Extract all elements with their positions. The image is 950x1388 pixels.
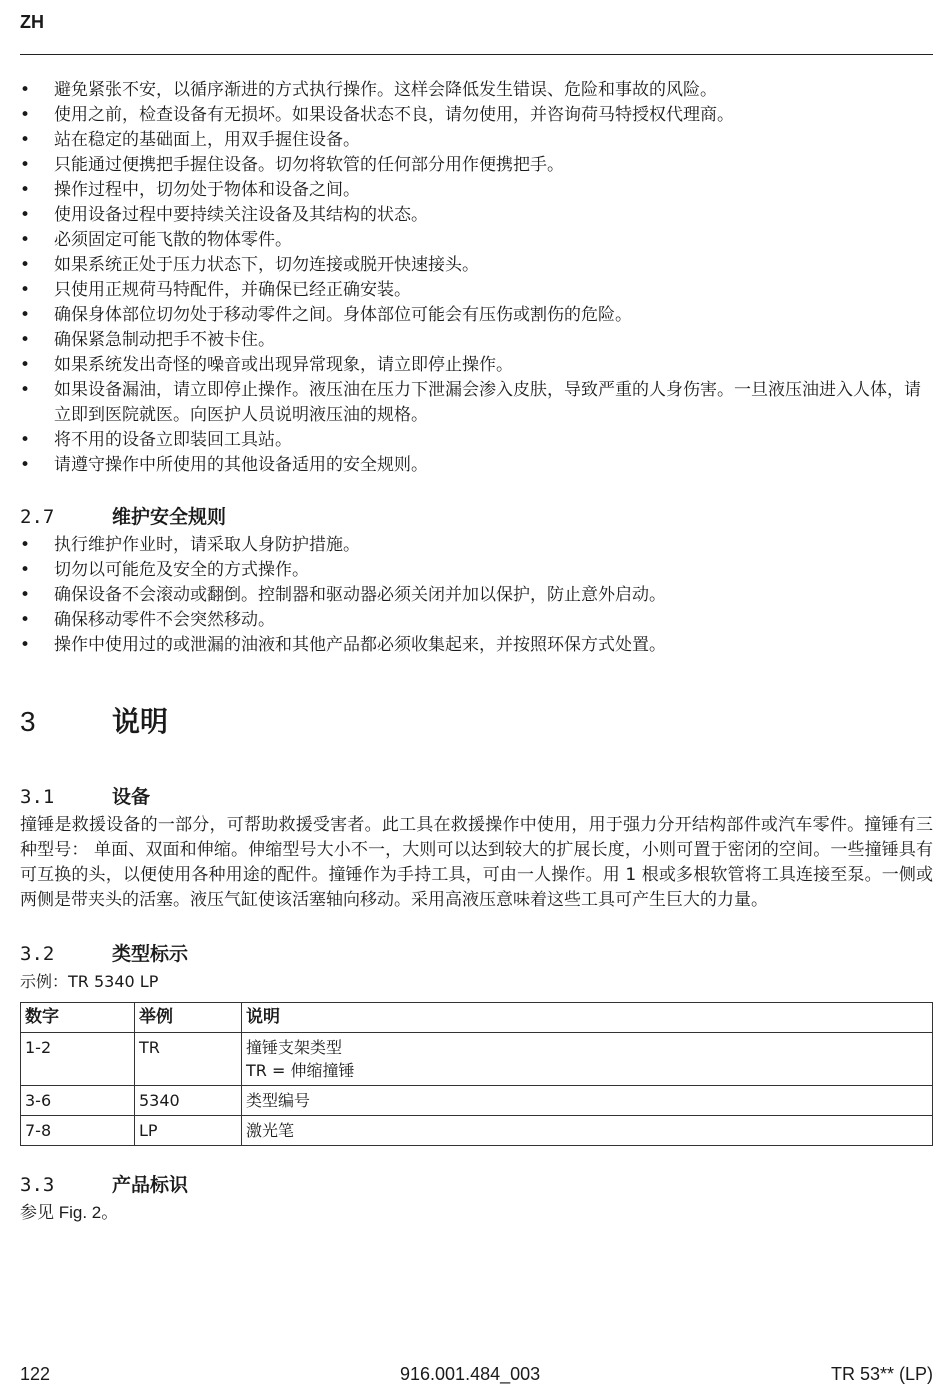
section-number: 3.2	[20, 943, 55, 965]
section-heading-3-1	[20, 782, 933, 809]
section-title: 设备	[112, 786, 151, 808]
cell-line: 撞锤支架类型	[246, 1038, 343, 1057]
table-cell: 类型编号	[242, 1086, 933, 1116]
column-header: 举例	[135, 1003, 242, 1033]
table-header-row	[21, 1003, 933, 1033]
table-row	[21, 1116, 933, 1146]
list-item: • 避免紧张不安，以循序渐进的方式执行操作。这样会降低发生错误、危险和事故的风险。	[20, 78, 933, 103]
list-item: • 切勿以可能危及安全的方式操作。	[20, 558, 933, 583]
section-title: 类型标示	[112, 943, 189, 965]
chapter-title: 说明	[112, 705, 169, 738]
section-title: 产品标识	[112, 1174, 189, 1196]
table-cell: TR	[135, 1033, 242, 1086]
safety-rules-list	[20, 78, 933, 478]
section-title: 维护安全规则	[112, 506, 227, 528]
list-item: • 执行维护作业时，请采取人身防护措施。	[20, 533, 933, 558]
page-number: 122	[20, 1364, 51, 1384]
list-item: • 站在稳定的基础面上，用双手握住设备。	[20, 128, 933, 153]
list-item: • 如果设备漏油，请立即停止操作。液压油在压力下泄漏会渗入皮肤，导致严重的人身伤害。一旦液压油进入人体，请立即到医院就医。向医护人员说明液压油的规格。	[20, 378, 933, 428]
section-number: 2.7	[20, 506, 55, 528]
list-item: • 如果系统正处于压力状态下，切勿连接或脱开快速接头。	[20, 253, 933, 278]
maintenance-rules-list	[20, 533, 933, 658]
list-item: • 将不用的设备立即装回工具站。	[20, 428, 933, 453]
list-item: • 使用设备过程中要持续关注设备及其结构的状态。	[20, 203, 933, 228]
list-item: • 必须固定可能飞散的物体零件。	[20, 228, 933, 253]
section-number: 3.1	[20, 786, 55, 808]
section-heading-3-2	[20, 939, 933, 966]
figure-reference: 参见 Fig. 2。	[20, 1203, 119, 1222]
list-item: • 只使用正规荷马特配件，并确保已经正确安装。	[20, 278, 933, 303]
chapter-number: 3	[20, 706, 36, 737]
list-item: • 只能通过便携把手握住设备。切勿将软管的任何部分用作便携把手。	[20, 153, 933, 178]
table-cell: LP	[135, 1116, 242, 1146]
table-cell: 5340	[135, 1086, 242, 1116]
document-number: 916.001.484_003	[400, 1364, 541, 1384]
header-divider	[20, 54, 933, 55]
page-content	[20, 78, 933, 1225]
table-row	[21, 1086, 933, 1116]
table-cell: 7-8	[21, 1116, 135, 1146]
list-item: • 请遵守操作中所使用的其他设备适用的安全规则。	[20, 453, 933, 478]
list-item: • 确保紧急制动把手不被卡住。	[20, 328, 933, 353]
column-header: 数字	[21, 1003, 135, 1033]
type-designation-table	[20, 1002, 933, 1146]
table-cell: 3-6	[21, 1086, 135, 1116]
type-example: 示例：TR 5340 LP	[20, 972, 159, 991]
column-header: 说明	[242, 1003, 933, 1033]
table-cell	[242, 1033, 933, 1086]
table-cell: 激光笔	[242, 1116, 933, 1146]
list-item: • 确保移动零件不会突然移动。	[20, 608, 933, 633]
section-heading-2-7	[20, 502, 933, 529]
table-cell: 1-2	[21, 1033, 135, 1086]
cell-line: TR = 伸缩撞锤	[246, 1061, 355, 1080]
list-item: • 确保设备不会滚动或翻倒。控制器和驱动器必须关闭并加以保护，防止意外启动。	[20, 583, 933, 608]
list-item: • 使用之前，检查设备有无损坏。如果设备状态不良，请勿使用，并咨询荷马特授权代理商。	[20, 103, 933, 128]
language-code: ZH	[20, 12, 44, 32]
table-row	[21, 1033, 933, 1086]
list-item: • 操作中使用过的或泄漏的油液和其他产品都必须收集起来，并按照环保方式处置。	[20, 633, 933, 658]
model-name: TR 53** (LP)	[830, 1364, 933, 1384]
list-item: • 如果系统发出奇怪的噪音或出现异常现象，请立即停止操作。	[20, 353, 933, 378]
chapter-heading-3	[20, 700, 933, 740]
section-number: 3.3	[20, 1174, 55, 1196]
list-item: • 操作过程中，切勿处于物体和设备之间。	[20, 178, 933, 203]
equipment-description: 撞锤是救援设备的一部分，可帮助救援受害者。此工具在救援操作中使用，用于强力分开结构部件或汽车零件。撞锤有三种型号： 单面、双面和伸缩。伸缩型号大小不一，大则可以达到较大的扩展长度，小则可置于密闭的空间。一些撞锤具有可互换的头，以便使用各种用途的配件。撞锤作为手持工具，可由一人操作。用 1 根或多根软管将工具连接至泵。一侧或两侧是带夹头的活塞。液压气缸使该活塞轴向移动。采用高液压意味着这些工具可产生巨大的力量。	[20, 815, 933, 910]
list-item: • 确保身体部位切勿处于移动零件之间。身体部位可能会有压伤或割伤的危险。	[20, 303, 933, 328]
section-heading-3-3	[20, 1170, 933, 1197]
